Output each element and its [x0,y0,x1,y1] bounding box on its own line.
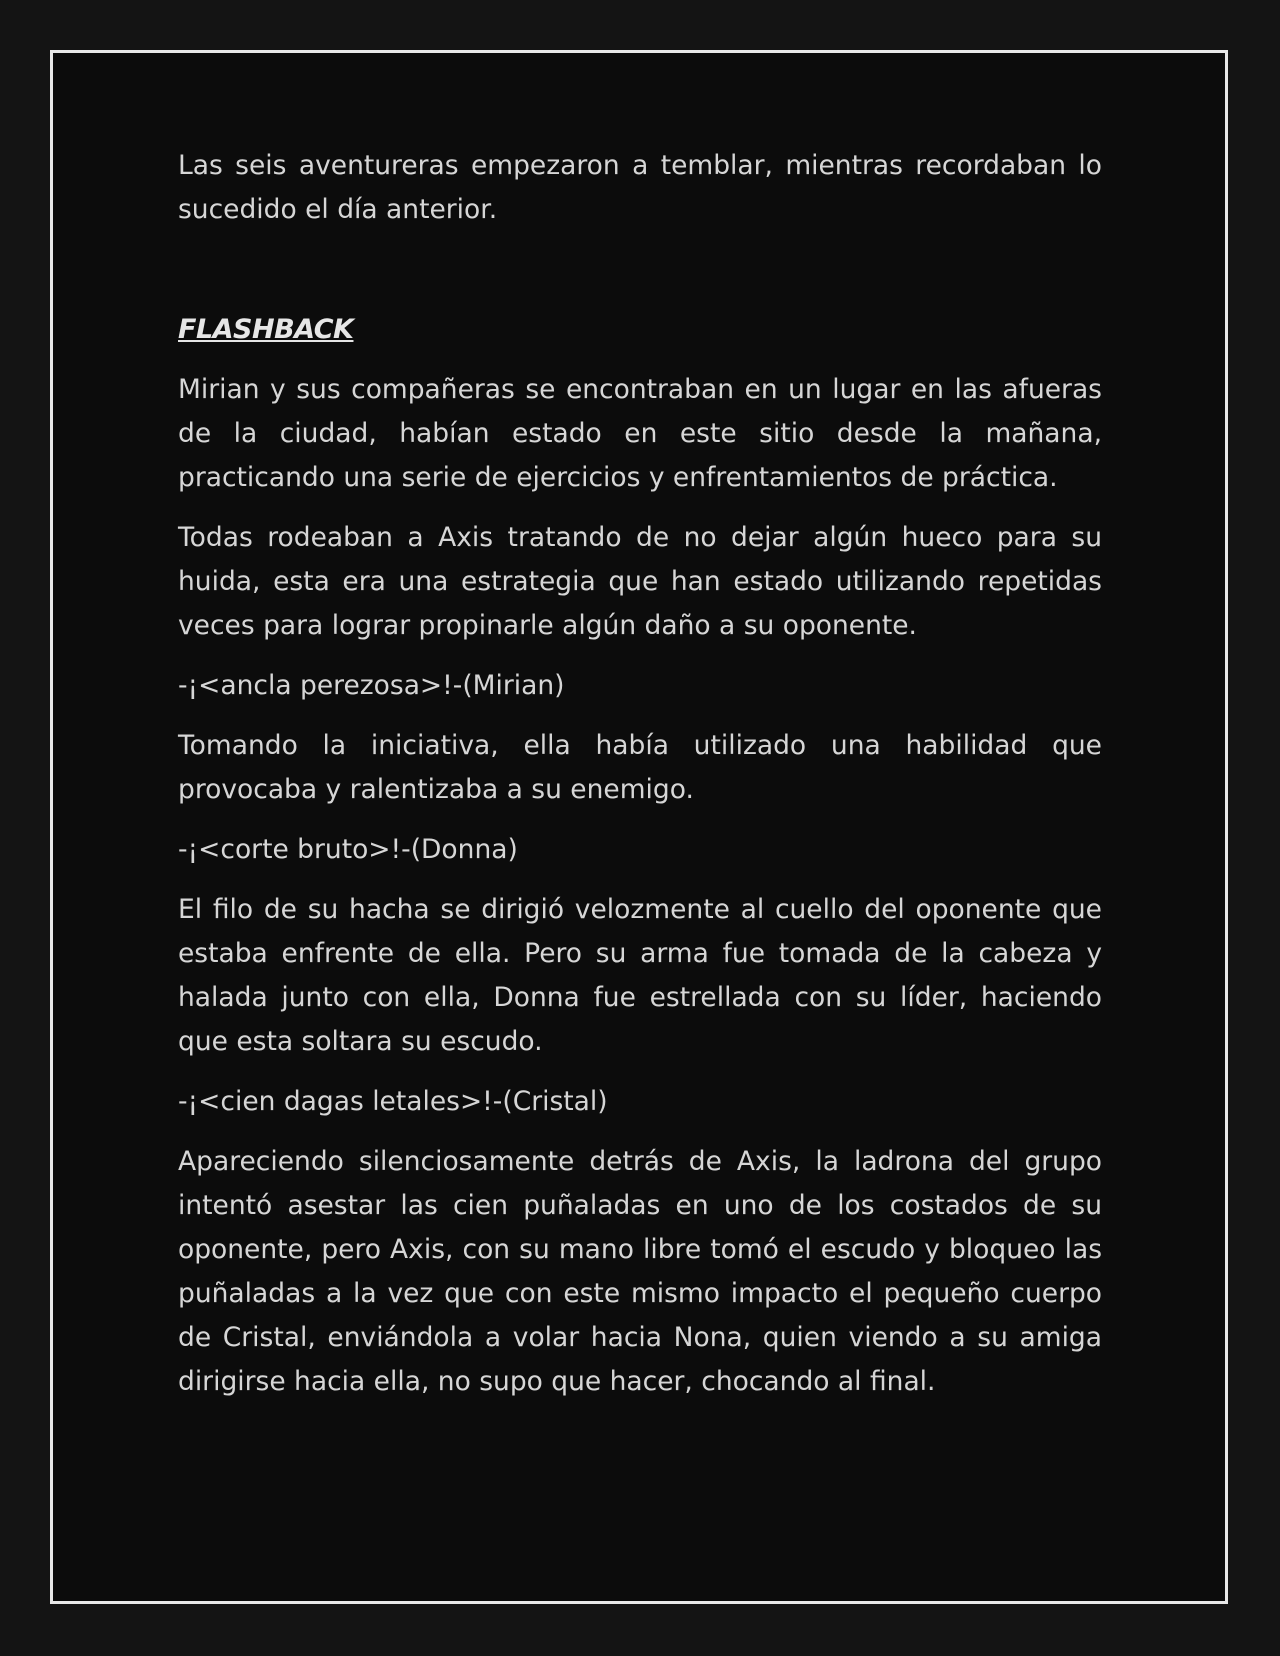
intro-paragraph: Las seis aventureras empezaron a temblar, mientras recordaban lo sucedido el día anterior. [178,150,1102,225]
dialogue-line: -¡<corte bruto>!-(Donna) [178,834,518,865]
dialogue-line: -¡<cien dagas letales>!-(Cristal) [178,1086,608,1117]
document-body [178,144,1102,1420]
paragraph: Apareciendo silenciosamente detrás de Axis, la ladrona del grupo intentó asestar las cien puñaladas en uno de los costados de su oponente, pero Axis, con su mano libre tomó el escudo y bloqueo las puñaladas a la vez que con este mismo impacto el pequeño cuerpo de Cristal, enviándola a volar hacia Nona, quien viendo a su amiga dirigirse hacia ella, no supo que hacer, chocando al final. [178,1146,1102,1397]
paragraph: Mirian y sus compañeras se encontraban en un lugar en las afueras de la ciudad, habían estado en este sitio desde la mañana, practicando una serie de ejercicios y enfrentamientos de práctica. [178,374,1102,493]
paragraph: Tomando la iniciativa, ella había utilizado una habilidad que provocaba y ralentizaba a su enemigo. [178,730,1102,805]
paragraph: Todas rodeaban a Axis tratando de no dejar algún hueco para su huida, esta era una estrategia que han estado utilizando repetidas veces para lograr propinarle algún daño a su oponente. [178,522,1102,641]
paragraph: El filo de su hacha se dirigió velozmente al cuello del oponente que estaba enfrente de ella. Pero su arma fue tomada de la cabeza y halada junto con ella, Donna fue estrellada con su líder, haciendo que esta soltara su escudo. [178,894,1102,1057]
section-heading: FLASHBACK [178,314,354,345]
dialogue-line: -¡<ancla perezosa>!-(Mirian) [178,670,565,701]
